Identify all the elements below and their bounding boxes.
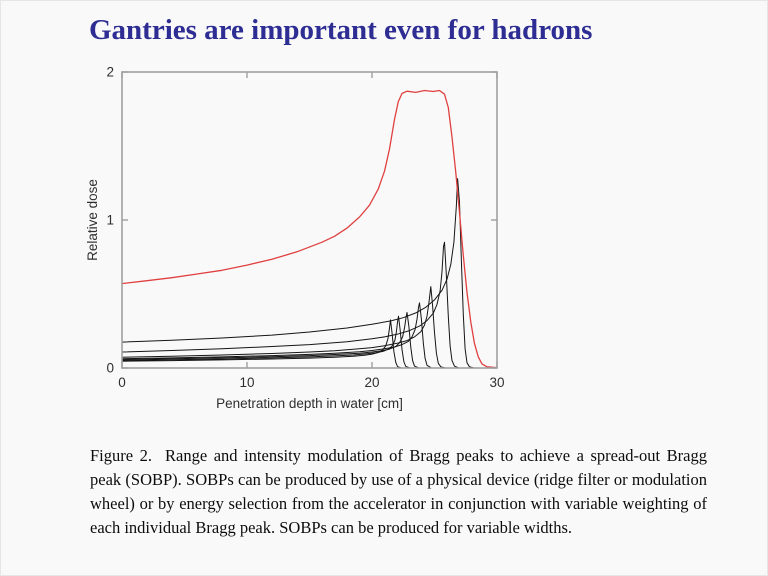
x-tick-label: 10: [239, 375, 255, 390]
x-tick-label: 30: [489, 375, 505, 390]
y-tick-label: 1: [106, 212, 114, 228]
figure-caption-text: Range and intensity modulation of Bragg peaks to achieve a spread-out Bragg peak (SOBP). SOBPs can be produced by use of a physical device (ridge filter or modulation wheel) or by energy selection from the accelerator in conjunction with variable weighting of each individual Bragg peak. SOBPs can be produced for variable widths.: [90, 446, 707, 537]
series-line-1: [122, 320, 401, 368]
series-line-7: [122, 179, 473, 368]
slide-title: Gantries are important even for hadrons: [89, 14, 593, 46]
figure-caption: [90, 444, 707, 540]
series-line-2: [122, 316, 410, 368]
series-line-8: [122, 91, 497, 368]
x-tick-label: 0: [118, 375, 126, 390]
y-tick-label: 2: [106, 64, 114, 80]
x-tick-label: 20: [364, 375, 380, 390]
y-axis-label: Relative dose: [85, 179, 100, 261]
plot-box: [122, 72, 497, 368]
series-line-6: [122, 242, 458, 368]
y-tick-label: 0: [106, 360, 114, 376]
bragg-peak-chart: [85, 60, 525, 425]
figure-caption-label: Figure 2.: [90, 446, 152, 465]
x-axis-label: Penetration depth in water [cm]: [216, 396, 403, 411]
bragg-peak-plot: [85, 60, 525, 425]
